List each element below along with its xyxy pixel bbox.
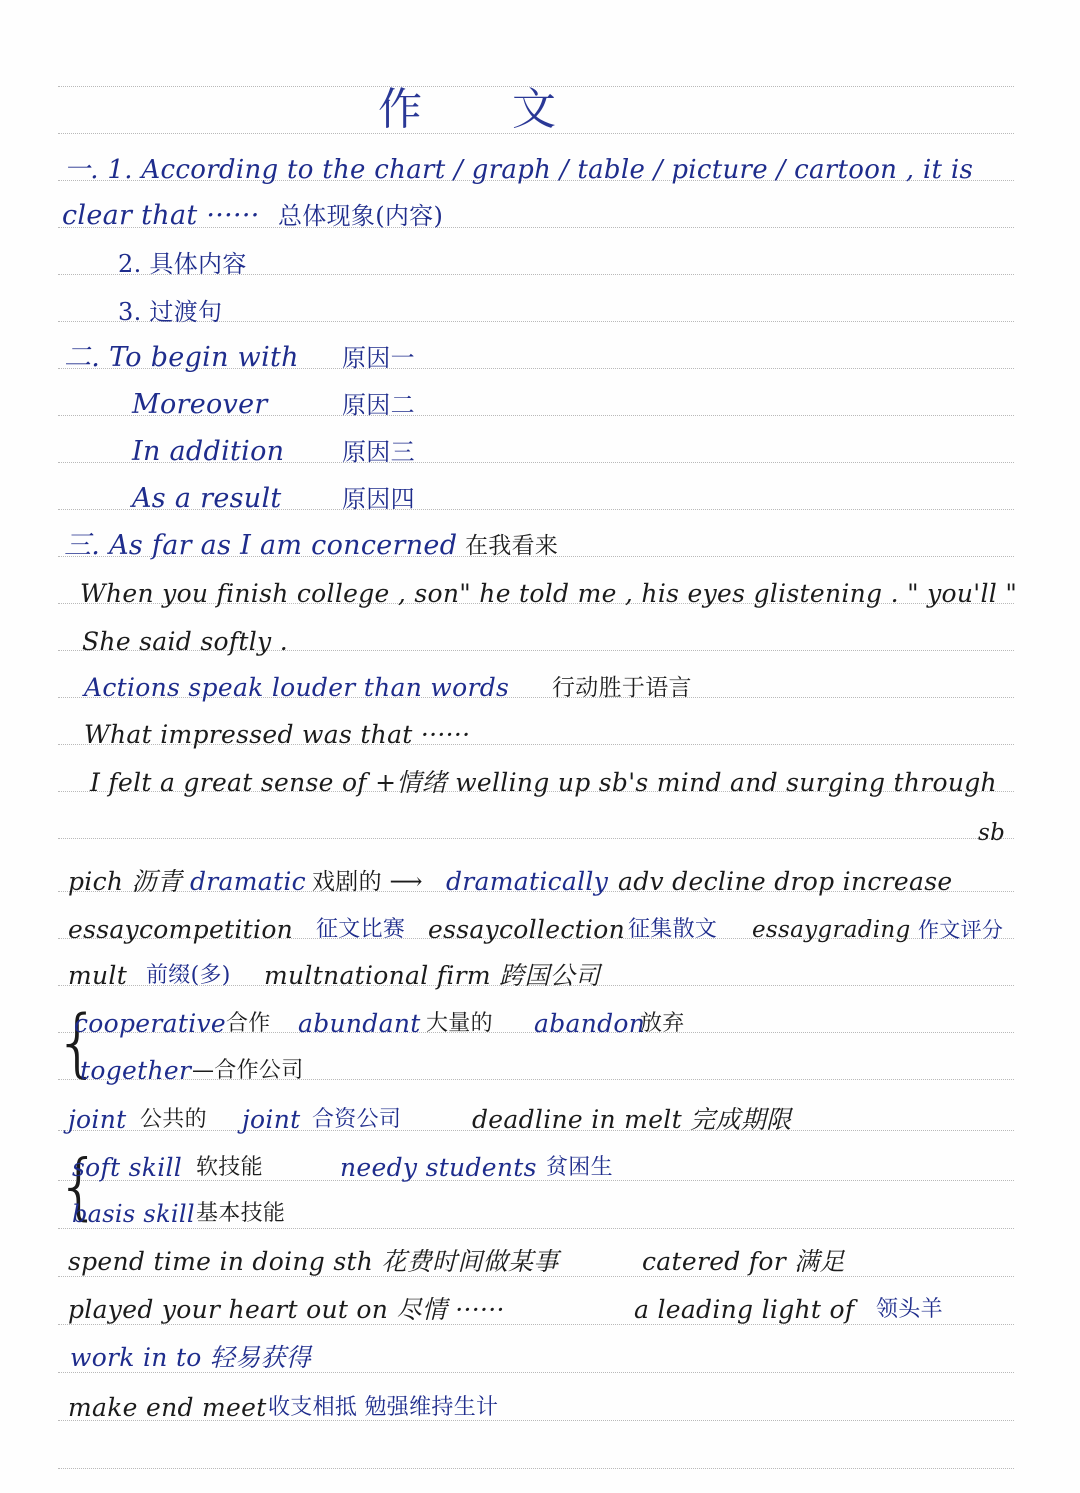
vocab-basis-skill: basis skill [72,1200,195,1228]
section1-line2-en: clear that ······ [62,200,260,231]
vocab-abandon-zh: 放弃 [640,1011,685,1036]
vocab-mult: mult [68,961,128,990]
felt-line-sb: sb [978,820,1006,846]
vocab-cooperative: cooperative [74,1009,227,1038]
vocab-multnational: multnational firm 跨国公司 [264,961,601,990]
section2-reason2-en: Moreover [132,389,268,420]
vocab-essaygrading: essaygrading [752,917,911,943]
section2-reason1-zh: 原因一 [342,344,415,372]
vocab-leading-light-zh: 领头羊 [876,1297,943,1322]
section3-heading-zh: 在我看来 [465,533,559,559]
vocab-deadline: deadline in melt 完成期限 [472,1105,792,1134]
idiom-en: Actions speak louder than words [84,673,510,702]
brace-icon: { [54,1000,102,1086]
vocab-essaygrading-zh: 作文评分 [918,918,1004,942]
vocab-dramatically: dramatically [446,867,609,896]
vocab-work-in-to: work in to 轻易获得 [70,1343,312,1372]
vocab-abandon: abandon [534,1009,646,1038]
section2-reason1-en: 二. To begin with [64,342,299,373]
ruled-line [58,838,1014,839]
idiom-zh: 行动胜于语言 [552,675,692,701]
vocab-soft-skill-zh: 软技能 [196,1155,263,1180]
section1-item2: 2. 具体内容 [118,250,247,278]
vocab-essaycollection-zh: 征集散文 [628,917,718,942]
page-title: 作 文 [378,84,594,135]
impress-line: What impressed was that ······ [84,720,471,749]
section3-heading-en: 三. As far as I am concerned [64,530,458,561]
vocab-adv-words: adv decline drop increase [618,867,953,896]
vocab-catered-for: catered for 满足 [642,1247,845,1276]
section2-reason3-en: In addition [132,436,285,467]
vocab-joint: joint [68,1105,127,1134]
vocab-make-end-meet-zh: 收支相抵 勉强维持生计 [268,1395,499,1420]
vocab-make-end-meet: make end meet [68,1393,267,1422]
vocab-joint2-zh: 合资公司 [312,1107,402,1132]
section2-reason4-zh: 原因四 [342,485,415,513]
section1-line2-zh: 总体现象(内容) [278,202,444,230]
section2-reason2-zh: 原因二 [342,391,415,419]
vocab-together-zh: —合作公司 [192,1058,304,1083]
vocab-played-heart-out: played your heart out on 尽情 ······ [68,1295,505,1324]
vocab-together: together [80,1056,192,1085]
brace-icon: { [56,1144,102,1228]
vocab-dramatic-zh: 戏剧的 ⟶ [312,869,423,895]
vocab-spend-time: spend time in doing sth 花费时间做某事 [68,1247,559,1276]
vocab-joint-zh: 公共的 [140,1107,207,1132]
vocab-essaycollection: essaycollection [428,915,626,944]
vocab-essaycompetition-zh: 征文比赛 [316,917,406,942]
vocab-mult-zh: 前缀(多) [146,963,231,988]
vocab-essaycompetition: essaycompetition [68,915,294,944]
vocab-needy-students: needy students [340,1153,537,1182]
vocab-pich: pich 沥青 [68,867,183,896]
section1-item3: 3. 过渡句 [118,298,223,326]
vocab-soft-skill: soft skill [72,1153,183,1182]
vocab-leading-light: a leading light of [634,1295,855,1324]
vocab-basis-skill-zh: 基本技能 [196,1201,286,1226]
vocab-abundant: abundant [298,1009,421,1038]
quote-line1: When you finish college , son" he told me , his eyes glistening . " you'll " [80,579,1018,608]
section2-reason3-zh: 原因三 [342,438,415,466]
ruled-line [58,1468,1014,1469]
section2-reason4-en: As a result [132,483,282,514]
vocab-joint2: joint [242,1105,301,1134]
felt-line: I felt a great sense of +情绪 welling up sb's mind and surging through [90,768,997,797]
vocab-abundant-zh: 大量的 [426,1011,493,1036]
vocab-dramatic: dramatic [190,867,306,896]
section1-line1: 一. 1. According to the chart / graph / table / picture / cartoon , it is [64,155,974,185]
quote-line2: She said softly . [82,627,288,656]
vocab-needy-students-zh: 贫困生 [546,1155,613,1180]
vocab-cooperative-zh: 合作 [226,1011,271,1036]
